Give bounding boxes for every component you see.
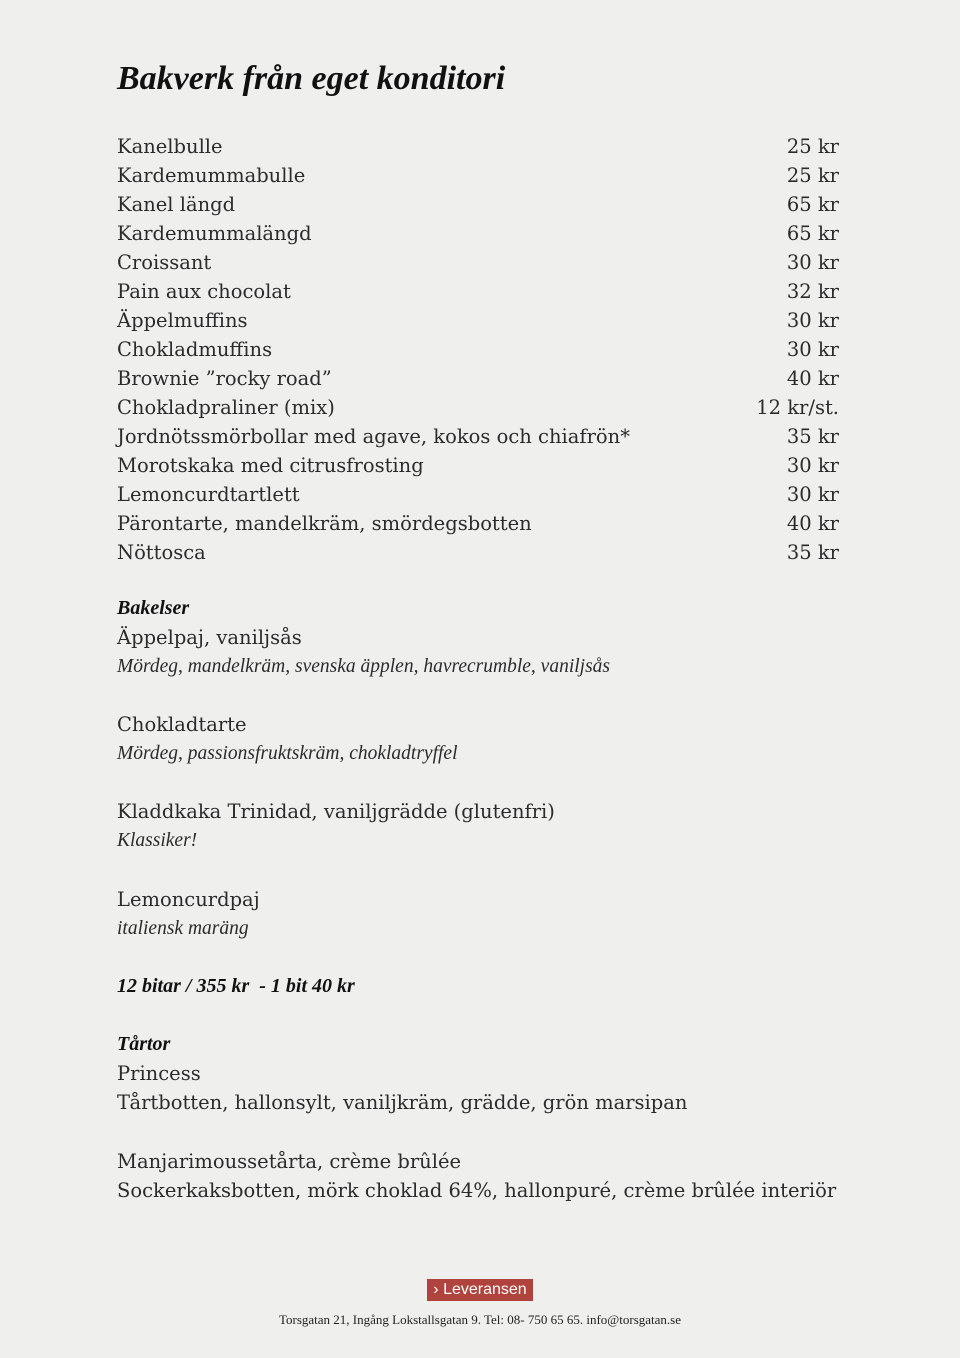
list-item <box>117 219 839 248</box>
item-name: Morotskaka med citrusfrosting <box>117 454 424 477</box>
bakelse-name: Äppelpaj, vaniljsås <box>117 626 302 649</box>
item-price: 30 kr <box>786 251 839 274</box>
item-price: 30 kr <box>786 338 839 361</box>
bakelse-item <box>117 797 877 855</box>
item-name: Pain aux chocolat <box>117 280 291 303</box>
list-item <box>117 190 839 219</box>
item-price: 25 kr <box>786 135 839 158</box>
item-name: Äppelmuffins <box>117 309 248 332</box>
item-price: 30 kr <box>786 483 839 506</box>
footer-contact: Torsgatan 21, Ingång Lokstallsgatan 9. Tel: 08- 750 65 65. info@torsgatan.se <box>278 1312 681 1327</box>
bakelse-item <box>117 885 877 943</box>
list-item <box>117 364 839 393</box>
pastry-price-list <box>117 132 839 567</box>
bakelse-description: Mördeg, passionsfruktskräm, chokladtryffel <box>117 743 458 764</box>
item-price: 65 kr <box>786 193 839 216</box>
item-name: Lemoncurdtartlett <box>117 483 300 506</box>
bakelse-description: Klassiker! <box>117 830 198 851</box>
list-item <box>117 451 839 480</box>
bakelse-name: Chokladtarte <box>117 713 247 736</box>
tarta-item <box>117 1147 877 1205</box>
item-name: Kardemummalängd <box>117 222 312 245</box>
item-name: Pärontarte, mandelkräm, smördegsbotten <box>117 512 532 535</box>
list-item <box>117 161 839 190</box>
list-item <box>117 335 839 364</box>
tartor-section <box>117 1030 877 1117</box>
bakelse-description: Mördeg, mandelkräm, svenska äpplen, havrecrumble, vaniljsås <box>117 656 610 677</box>
item-name: Kanel längd <box>117 193 236 216</box>
item-name: Kardemummabulle <box>117 164 306 187</box>
leveransen-logo: › Leveransen <box>427 1279 533 1301</box>
item-name: Brownie ”rocky road” <box>117 367 332 390</box>
item-price: 35 kr <box>786 541 839 564</box>
list-item <box>117 132 839 161</box>
bakelse-name: Lemoncurdpaj <box>117 888 260 911</box>
item-price: 40 kr <box>786 512 839 535</box>
bakelse-item <box>117 710 877 768</box>
bakelser-price-line: 12 bitar / 355 kr - 1 bit 40 kr <box>117 975 355 997</box>
list-item <box>117 509 839 538</box>
item-price: 30 kr <box>786 454 839 477</box>
list-item <box>117 277 839 306</box>
item-name: Kanelbulle <box>117 135 223 158</box>
item-name: Croissant <box>117 251 212 274</box>
list-item <box>117 422 839 451</box>
item-price: 40 kr <box>786 367 839 390</box>
item-name: Chokladmuffins <box>117 338 273 361</box>
bakelser-price <box>117 972 877 1001</box>
list-item <box>117 393 839 422</box>
list-item <box>117 480 839 509</box>
item-name: Nöttosca <box>117 541 206 564</box>
section-heading-bakelser: Bakelser <box>117 597 190 619</box>
bakelse-name: Kladdkaka Trinidad, vaniljgrädde (glutenfri) <box>117 800 555 823</box>
tarta-name: Manjarimoussetårta, crème brûlée <box>117 1150 462 1173</box>
item-price: 30 kr <box>786 309 839 332</box>
item-name: Chokladpraliner (mix) <box>117 396 335 419</box>
item-price: 25 kr <box>786 164 839 187</box>
section-heading-tartor: Tårtor <box>117 1033 171 1055</box>
item-price: 35 kr <box>786 425 839 448</box>
tarta-name: Princess <box>117 1062 201 1085</box>
item-price: 32 kr <box>786 280 839 303</box>
bakelse-description: italiensk maräng <box>117 918 249 939</box>
bakelser-section <box>117 594 877 681</box>
list-item <box>117 248 839 277</box>
page-title: Bakverk från eget konditori <box>117 60 506 97</box>
item-price: 12 kr/st. <box>756 396 839 419</box>
item-name: Jordnötssmörbollar med agave, kokos och chiafrön* <box>117 425 630 448</box>
tarta-description: Tårtbotten, hallonsylt, vaniljkräm, grädde, grön marsipan <box>117 1091 688 1114</box>
item-price: 65 kr <box>786 222 839 245</box>
list-item <box>117 538 839 567</box>
list-item <box>117 306 839 335</box>
tarta-description: Sockerkaksbotten, mörk choklad 64%, hallonpuré, crème brûlée interiör <box>117 1179 837 1202</box>
